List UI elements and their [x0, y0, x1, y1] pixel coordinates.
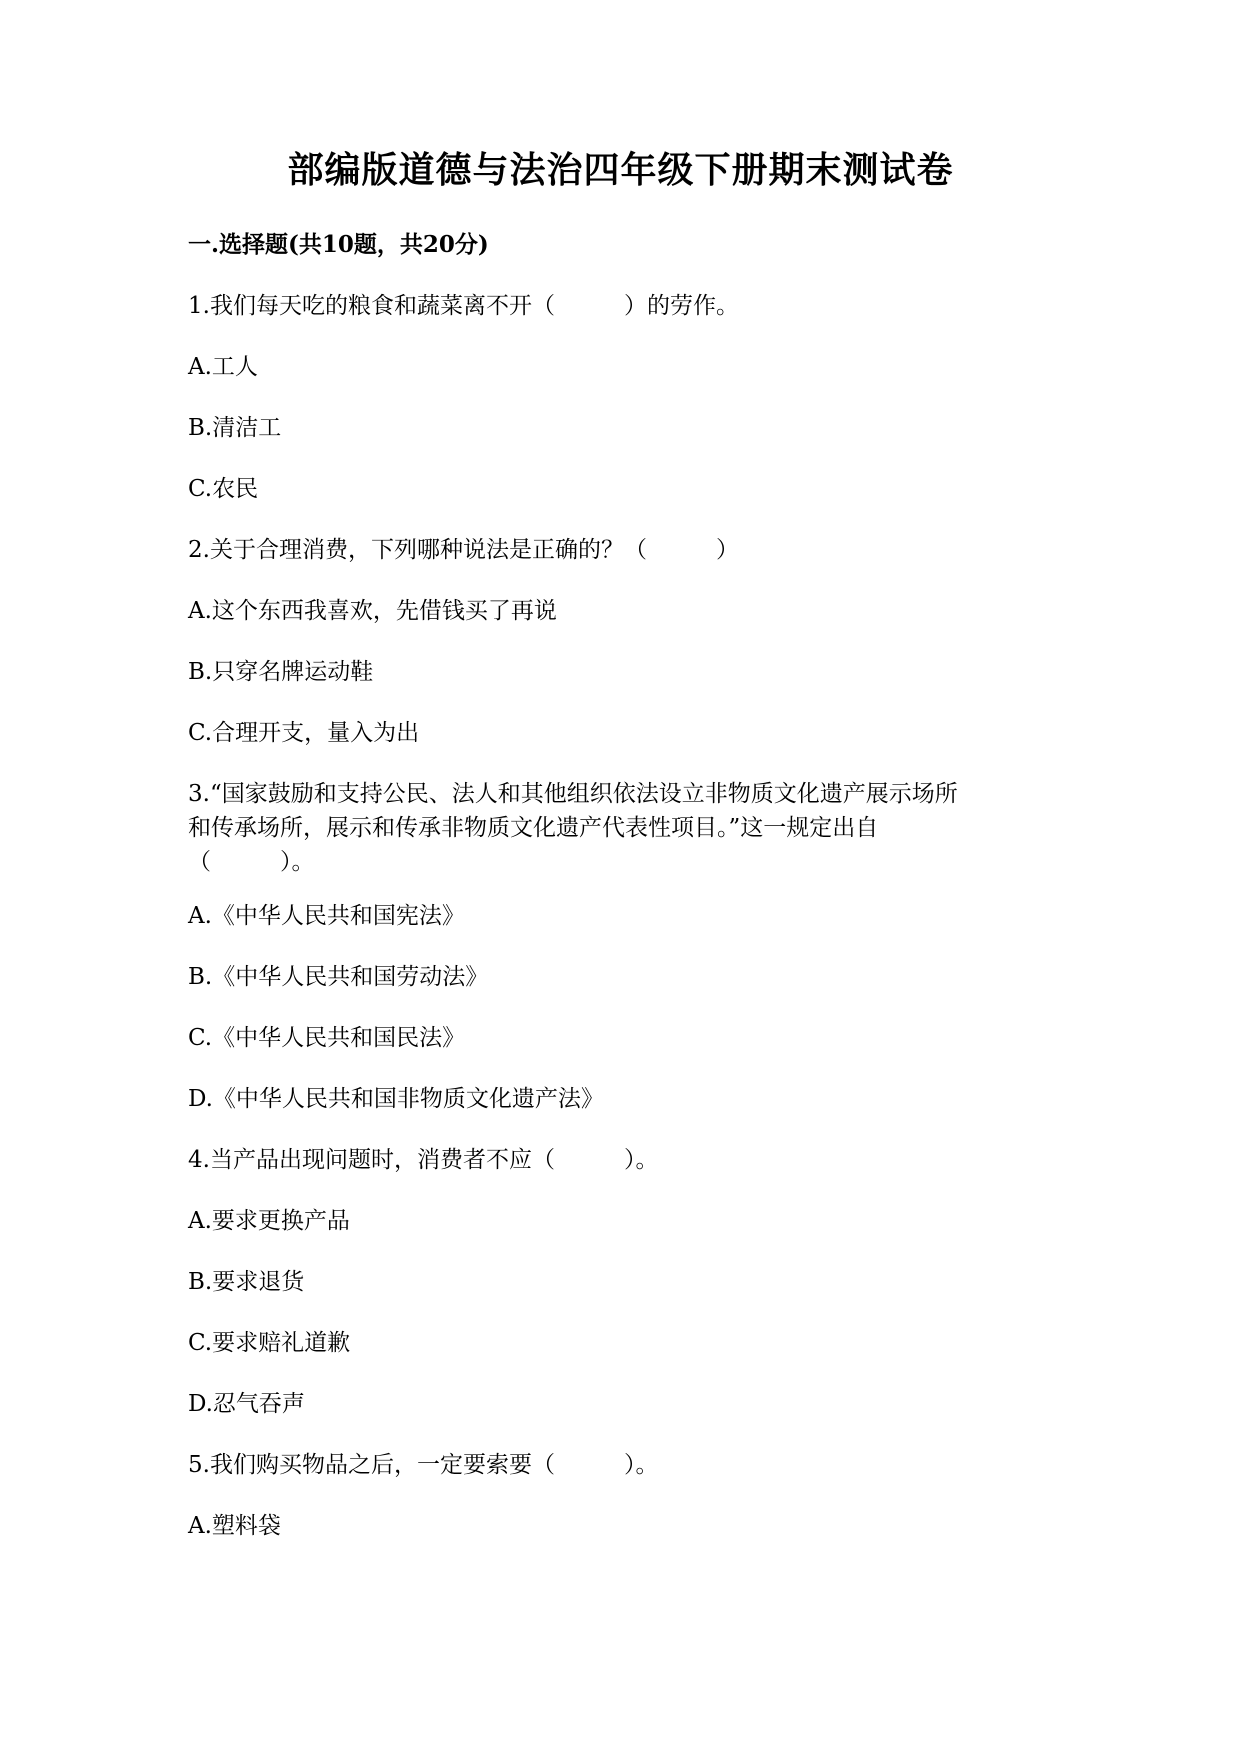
question-5-stem: 5.我们购买物品之后，一定要索要（ ）。: [188, 1452, 659, 1478]
question-4-stem: 4.当产品出现问题时，消费者不应（ ）。: [188, 1147, 659, 1173]
question-3-stem-line-2: 和传承场所，展示和传承非物质文化遗产代表性项目。”这一规定出自: [188, 815, 879, 841]
question-2-option-a: A.这个东西我喜欢，先借钱买了再说: [188, 598, 557, 624]
question-3-stem-line-1: 3.“国家鼓励和支持公民、法人和其他组织依法设立非物质文化遗产展示场所: [188, 781, 958, 807]
question-2-option-c: C.合理开支，量入为出: [188, 720, 420, 746]
question-3-option-b: B.《中华人民共和国劳动法》: [188, 964, 489, 990]
section-heading: 一.选择题(共10题，共20分): [188, 231, 489, 258]
question-4-option-c: C.要求赔礼道歉: [188, 1330, 351, 1356]
question-3-stem-line-3: （ ）。: [188, 849, 315, 875]
question-2-option-b: B.只穿名牌运动鞋: [188, 659, 374, 685]
question-5-option-a: A.塑料袋: [188, 1513, 281, 1539]
question-1-option-b: B.清洁工: [188, 415, 282, 441]
question-4-option-d: D.忍气吞声: [188, 1391, 305, 1417]
question-3-option-d: D.《中华人民共和国非物质文化遗产法》: [188, 1086, 604, 1112]
question-3-option-c: C.《中华人民共和国民法》: [188, 1025, 466, 1051]
exam-title: 部编版道德与法治四年级下册期末测试卷: [287, 149, 954, 191]
question-4-option-b: B.要求退货: [188, 1269, 305, 1295]
question-2-stem: 2.关于合理消费，下列哪种说法是正确的？（ ）: [188, 537, 739, 563]
question-3-option-a: A.《中华人民共和国宪法》: [188, 903, 465, 929]
question-1-option-c: C.农民: [188, 476, 259, 502]
question-1-option-a: A.工人: [188, 354, 258, 380]
question-4-option-a: A.要求更换产品: [188, 1208, 350, 1234]
question-1-stem: 1.我们每天吃的粮食和蔬菜离不开（ ）的劳作。: [188, 293, 739, 319]
